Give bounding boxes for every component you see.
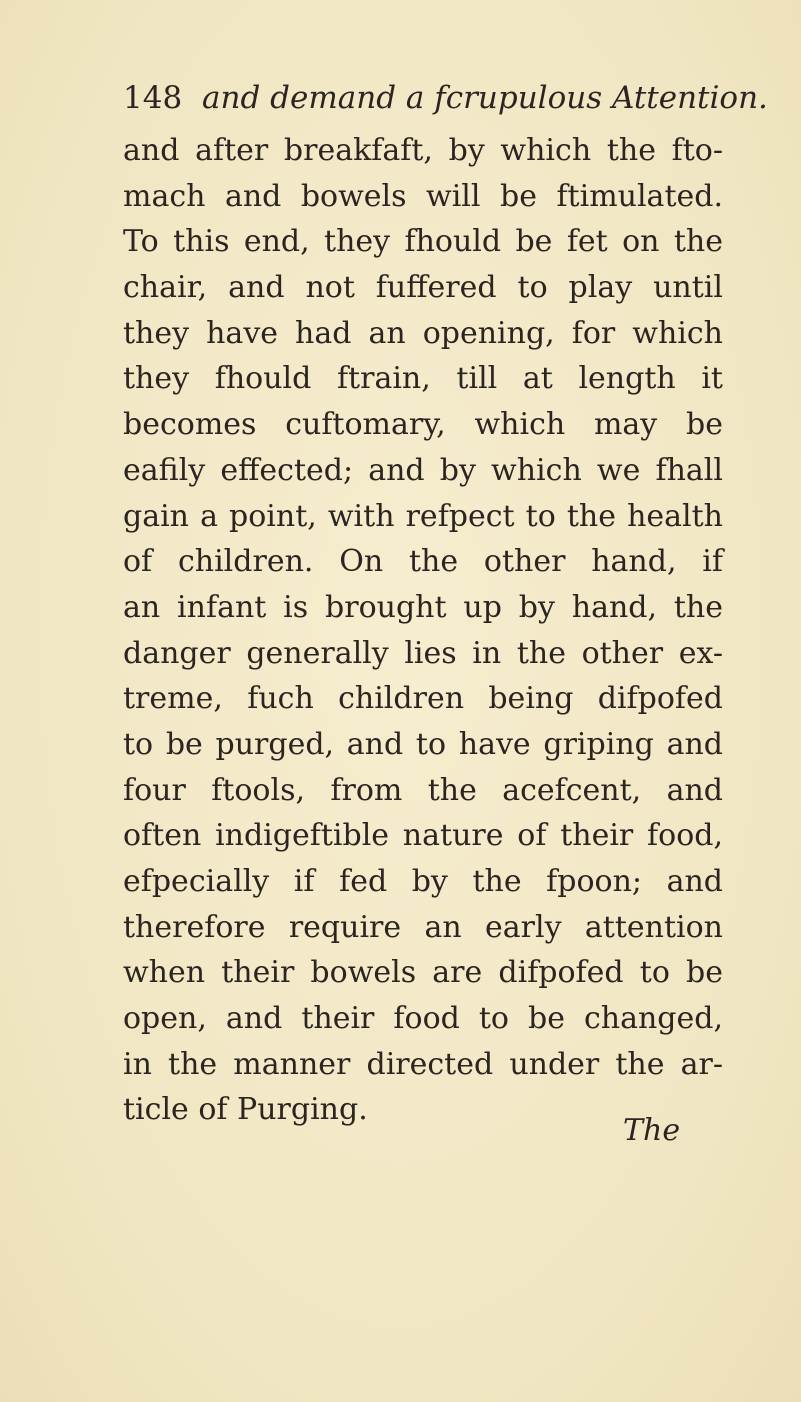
running-title: and demand a fcrupulous Attention. [202,80,768,116]
text-line: when their bowels are difpofed to be [123,955,723,991]
text-line: therefore require an early attention [123,909,723,945]
page-number: 148 [123,80,183,116]
text-line: often indigeftible nature of their food, [123,818,723,854]
text-line: mach and bowels will be ftimulated. [123,178,723,214]
text-line: they fhould ftrain, till at length it [123,361,723,397]
text-line: of children. On the other hand, if [123,544,723,580]
running-head [123,78,768,118]
catchword: The [623,1113,681,1148]
text-line: gain a point, with refpect to the health [123,498,723,534]
text-line: becomes cuftomary, which may be [123,407,723,443]
text-line: chair, and not fuffered to play until [123,270,723,306]
text-line: to be purged, and to have griping and [123,726,723,762]
text-line: ticle of Purging. [123,1092,368,1128]
text-line: To this end, they fhould be fet on the [123,224,723,260]
text-line: and after breakfaft, by which the fto- [123,133,723,168]
text-line: open, and their food to be changed, [123,1001,723,1037]
text-line: they have had an opening, for which [123,315,723,351]
text-line: four ftools, from the acefcent, and [123,772,723,808]
text-line: an infant is brought up by hand, the [123,589,723,625]
text-line: treme, fuch children being difpofed [123,681,723,717]
text-line: danger generally lies in the other ex- [123,635,723,671]
body-text [123,128,723,1133]
text-line: in the manner directed under the ar- [123,1046,723,1082]
text-line: efpecially if fed by the fpoon; and [123,864,723,899]
text-line: eafily effected; and by which we fhall [123,452,723,488]
